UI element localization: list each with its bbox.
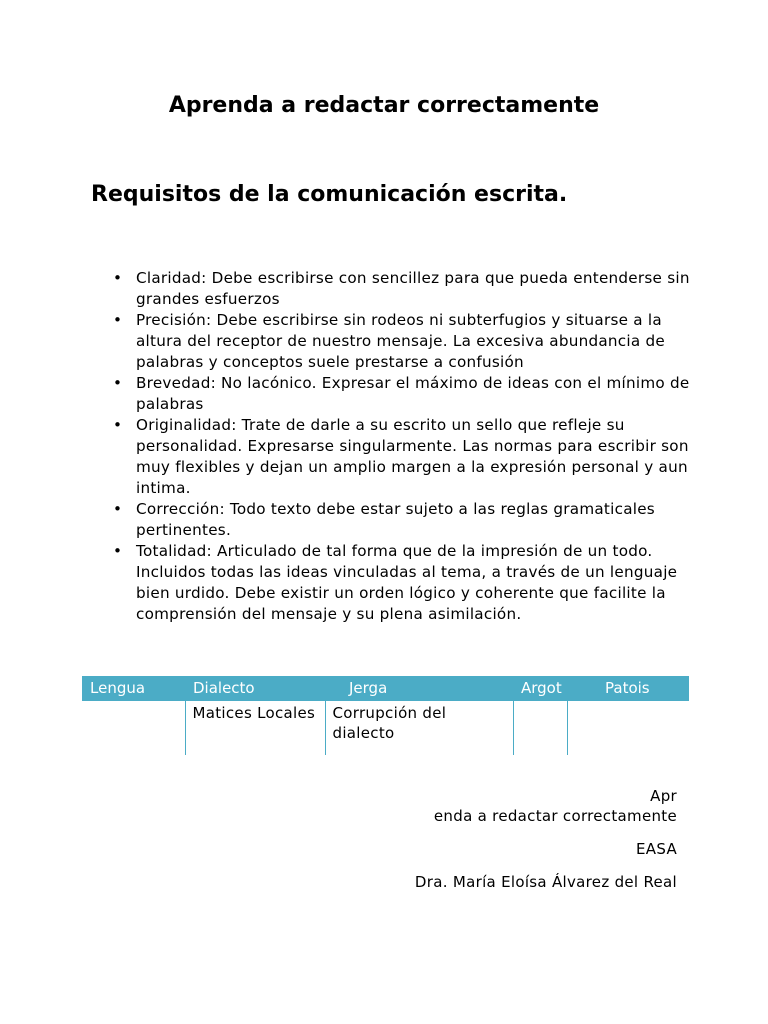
signature-author: Dra. María Eloísa Álvarez del Real	[414, 873, 677, 891]
requirement-item-claridad: • Claridad: Debe escribirse con sencillez para que pueda entenderse sin grandes esfuerzos	[136, 268, 696, 310]
table-header-cell: Lengua	[82, 676, 185, 701]
requirement-item-precision: • Precisión: Debe escribirse sin rodeos ni subterfugios y situarse a la altura del receptor de nuestro mensaje. La excesiva abundancia de palabras y conceptos suele prestarse a confusión	[136, 310, 696, 373]
table-header-row	[82, 676, 689, 701]
signature-title-line2: enda a redactar correctamente	[433, 807, 677, 825]
page-title: Aprenda a redactar correctamente	[168, 93, 600, 118]
requirements-list	[136, 268, 696, 625]
language-variants-table	[82, 676, 689, 755]
table-cell	[567, 701, 689, 756]
signature-organization: EASA	[636, 840, 677, 858]
table-header-cell: Argot	[513, 676, 567, 701]
table-cell	[513, 701, 567, 756]
table-header-cell: Dialecto	[185, 676, 325, 701]
table-cell	[82, 701, 185, 756]
signature-block	[415, 786, 677, 892]
requirement-item-brevedad: • Brevedad: No lacónico. Expresar el máximo de ideas con el mínimo de palabras	[136, 373, 696, 415]
requirement-item-correccion: • Corrección: Todo texto debe estar sujeto a las reglas gramaticales pertinentes.	[136, 499, 696, 541]
requirement-item-totalidad: • Totalidad: Articulado de tal forma que de la impresión de un todo. Incluidos todas las ideas vinculadas al tema, a través de un lenguaje bien urdido. Debe existir un orden lógico y coherente que facilite la comprensión del mensaje y su plena asimilación.	[136, 541, 696, 625]
table-row	[82, 701, 689, 756]
section-heading: Requisitos de la comunicación escrita.	[91, 182, 568, 207]
signature-title-line1: Apr	[650, 787, 677, 805]
table-cell: Corrupción del dialecto	[325, 701, 513, 756]
table-header-cell: Patois	[567, 676, 689, 701]
table-cell: Matices Locales	[185, 701, 325, 756]
table-header-cell: Jerga	[325, 676, 513, 701]
requirement-item-originalidad: • Originalidad: Trate de darle a su escrito un sello que refleje su personalidad. Expresarse singularmente. Las normas para escribir son muy flexibles y dejan un amplio margen a la expresión personal y aun intima.	[136, 415, 696, 499]
